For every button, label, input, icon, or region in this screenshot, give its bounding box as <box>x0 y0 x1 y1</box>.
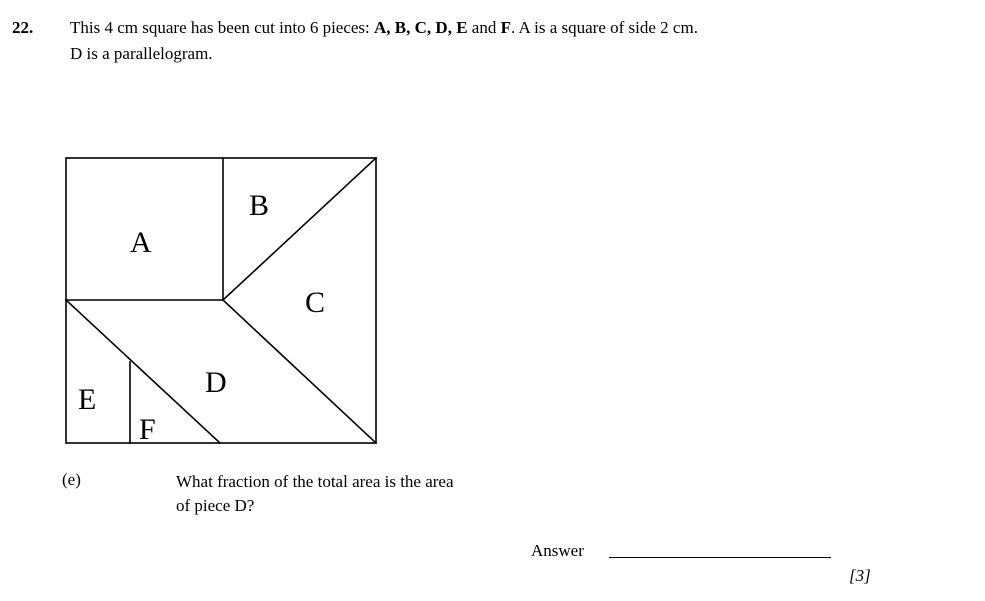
question-number: 22. <box>12 18 34 37</box>
question-text-and: and <box>467 18 501 37</box>
piece-label-b: B <box>249 189 270 222</box>
part-label: (e) <box>62 470 81 489</box>
marks-indicator: [3] <box>849 566 871 585</box>
part-question-line-1: What fraction of the total area is the area <box>176 472 454 491</box>
question-text-suffix: . A is a square of side 2 cm. <box>510 18 698 37</box>
question-text-prefix: This 4 cm square has been cut into 6 pieces: <box>70 18 375 37</box>
part-question-line-2: of piece D? <box>176 496 255 515</box>
question-text-line-2: D is a parallelogram. <box>70 44 213 63</box>
piece-label-a: A <box>130 226 152 259</box>
question-pieces-list: A, B, C, D, E <box>374 18 468 37</box>
question-last-piece: F <box>500 18 511 37</box>
answer-line[interactable] <box>609 557 831 558</box>
piece-label-e: E <box>78 383 97 416</box>
answer-label: Answer <box>531 541 584 560</box>
part-question <box>176 470 454 518</box>
piece-label-f: F <box>139 413 156 446</box>
piece-label-d: D <box>205 366 227 399</box>
diagonal-c-d <box>223 300 376 443</box>
piece-label-c: C <box>305 286 326 319</box>
diagonal-b-c <box>223 158 376 300</box>
